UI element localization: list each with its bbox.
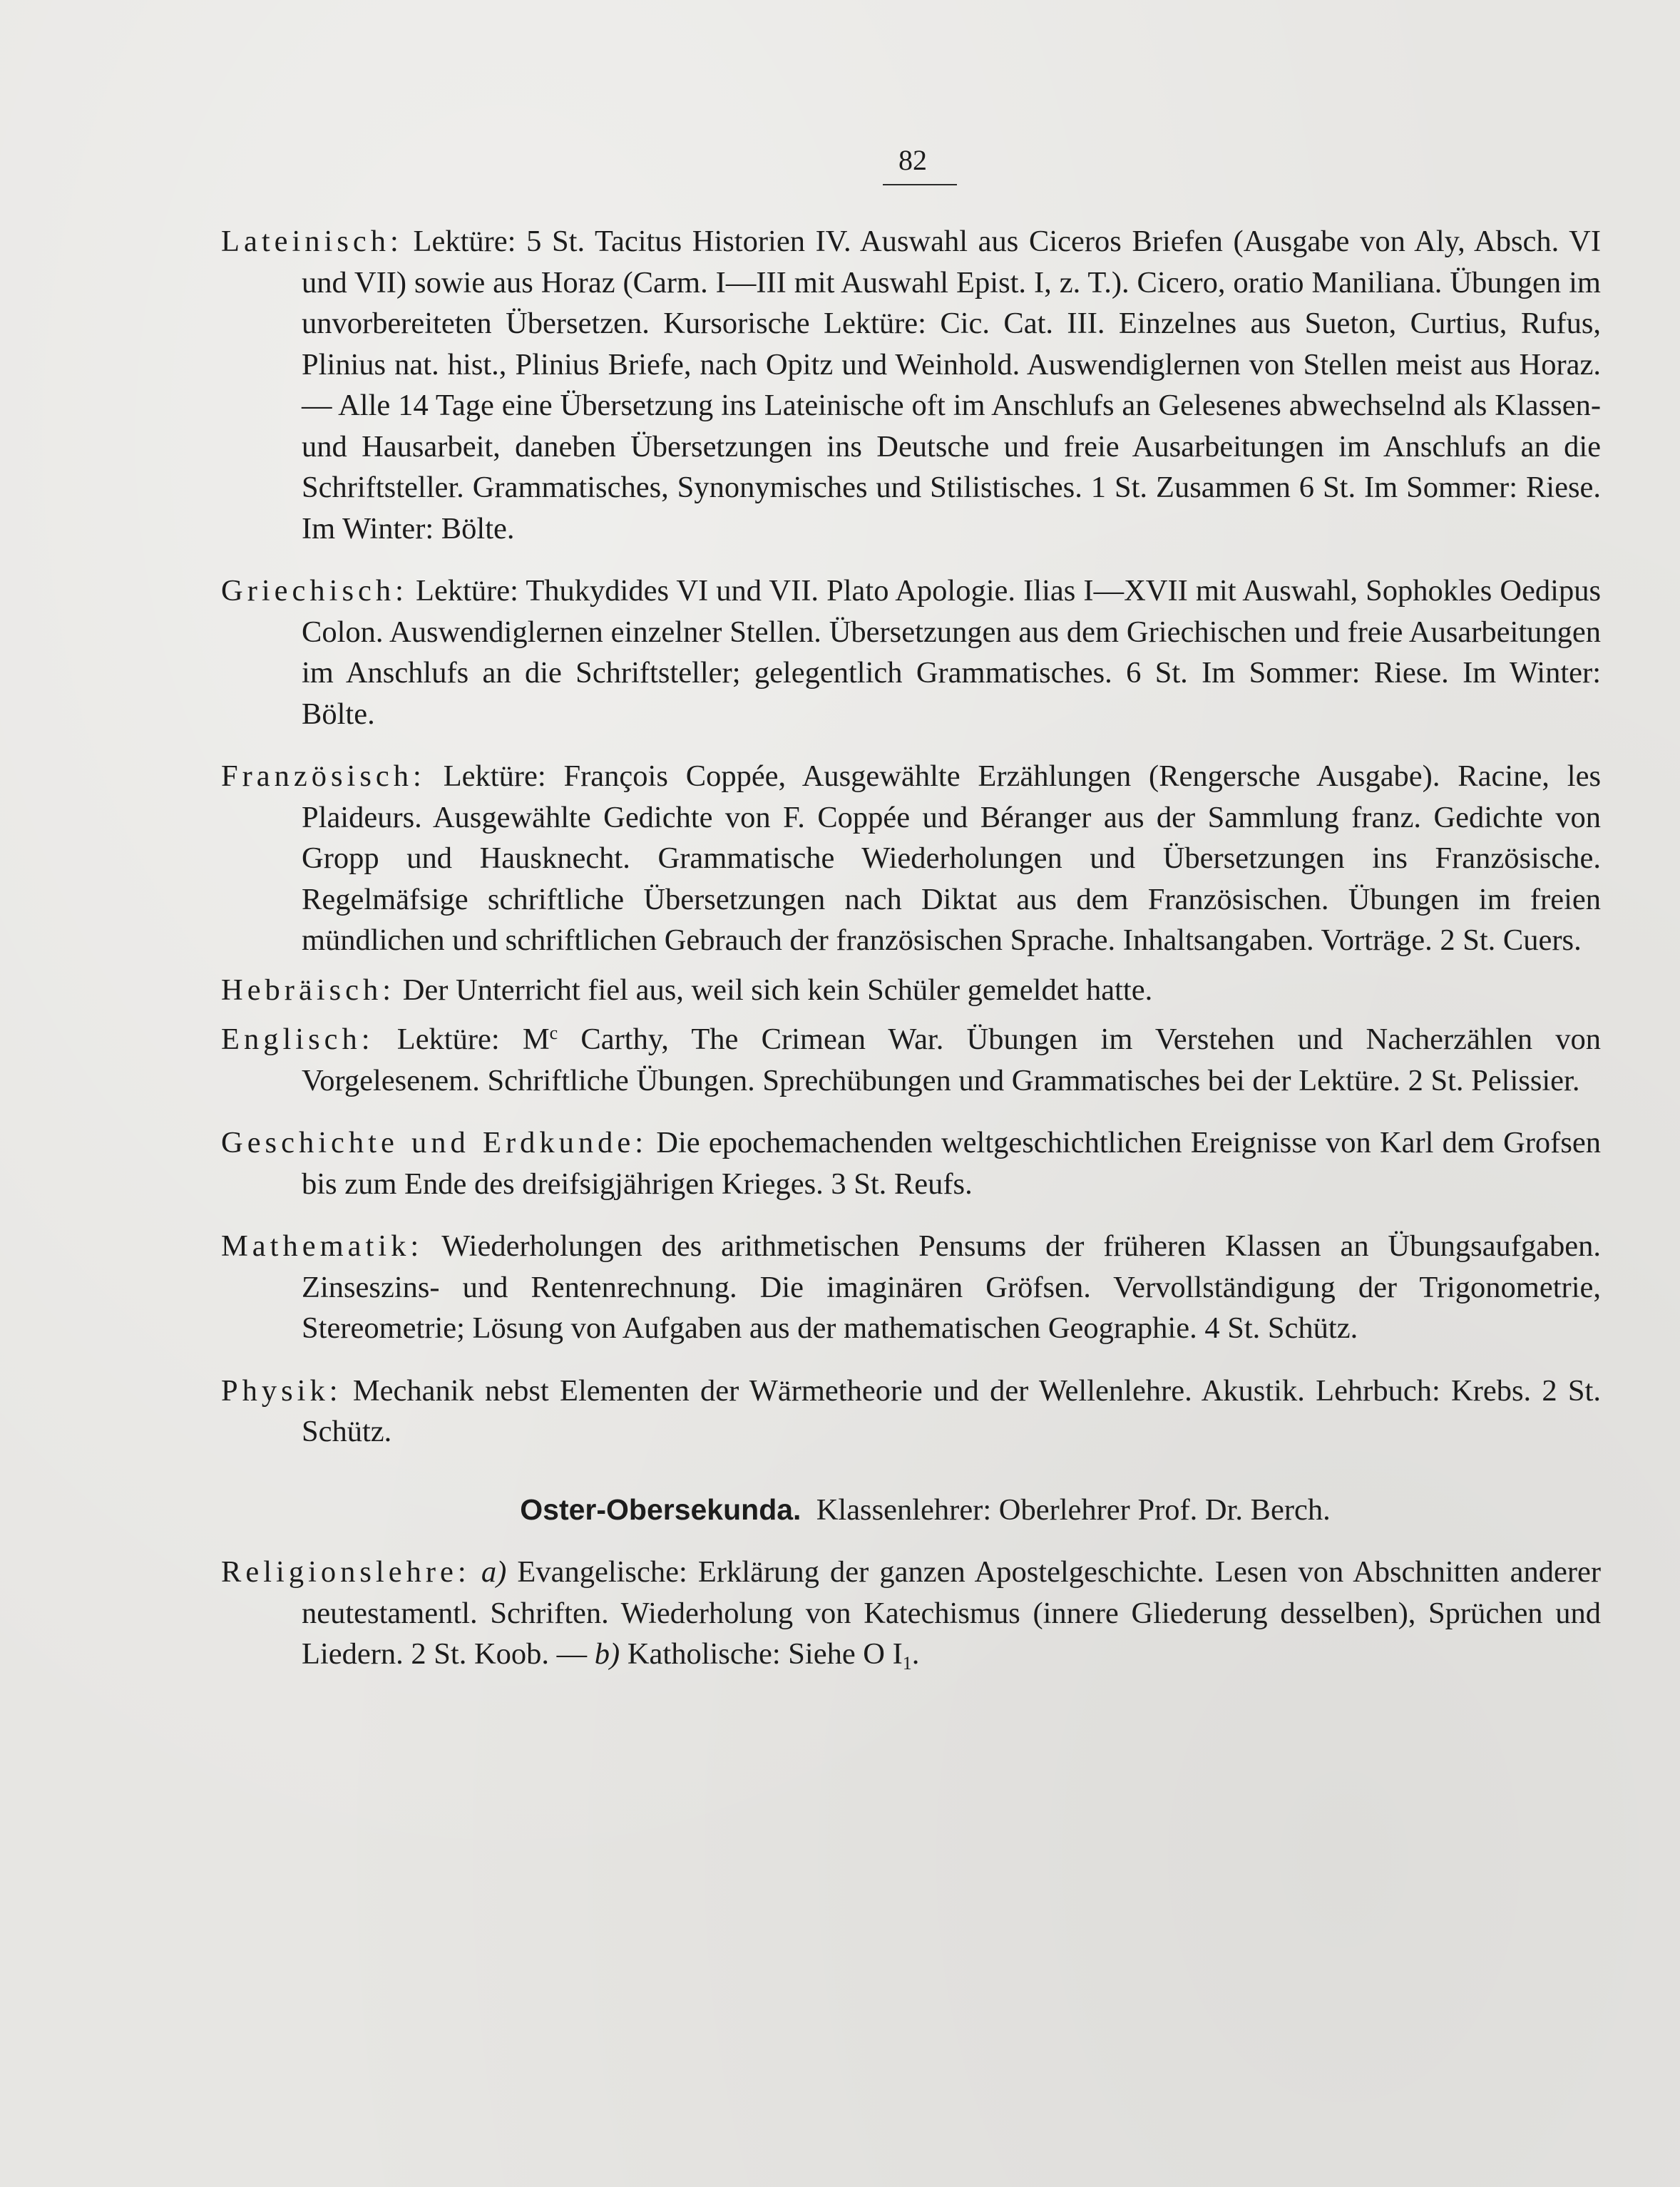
entry-griechisch <box>221 570 1601 734</box>
section-title: Oster-Obersekunda. <box>520 1492 801 1526</box>
entry-religionslehre <box>221 1552 1601 1675</box>
marker-b: b) <box>594 1637 620 1671</box>
marker-a: a) <box>481 1555 507 1589</box>
subject-label: Hebräisch: <box>221 973 396 1007</box>
entry-mathematik <box>221 1226 1601 1349</box>
subject-label: Französisch: <box>221 759 426 793</box>
entry-physik <box>221 1371 1601 1453</box>
entry-text: Der Unterricht fiel aus, weil sich kein Schüler gemeldet hatte. <box>402 973 1153 1007</box>
entry-geschichte-erdkunde <box>221 1122 1601 1204</box>
subject-label: Mathematik: <box>221 1229 424 1263</box>
section-heading <box>221 1490 1601 1531</box>
entry-text: Lektüre: 5 St. Tacitus Historien IV. Auswahl aus Ciceros Briefen (Ausgabe von Aly, Absch. VI und VII) sowie aus Horaz (Carm. I—III mit Auswahl Epist. I, z. T.). Cicero, oratio Maniliana. Übungen im unvorbereiteten Übersetzen. Kursorische Lektüre: Cic. Cat. III. Einzelnes aus Sueton, Curtius, Rufus, Plinius nat. hist., Plinius Briefe, nach Opitz und Weinhold. Auswendiglernen von Stellen meist aus Horaz. — Alle 14 Tage eine Übersetzung ins Lateinische oft im Anschlufs an Gelesenes abwechselnd als Klassen- und Hausarbeit, daneben Übersetzungen ins Deutsche und freie Ausarbeitungen im Anschlufs an die Schriftsteller. Grammatisches, Synonymisches und Stilistisches. 1 St. Zusammen 6 St. Im Sommer: Riese. Im Winter: Bölte. <box>302 225 1602 546</box>
entry-text: Wiederholungen des arithmetischen Pensums der früheren Klassen an Übungsaufgaben. Zinseszins- und Rentenrechnung. Die imaginären Gröfsen. Vervollständigung der Trigonometrie, Stereometrie; Lösung von Aufgaben aus der mathematischen Geographie. 4 St. Schütz. <box>302 1229 1602 1345</box>
entry-lateinisch <box>221 221 1601 549</box>
subject-label: Griechisch: <box>221 574 408 608</box>
entry-text: Lektüre: François Coppée, Ausgewählte Erzählungen (Rengersche Ausgabe). Racine, les Plaideurs. Ausgewählte Gedichte von F. Coppée und Béranger aus der Sammlung franz. Gedichte von Gropp und Hausknecht. Grammatische Wiederholungen und Übersetzungen ins Französische. Regelmäfsige schriftliche Übersetzungen nach Diktat aus dem Französischen. Übungen im freien mündlichen und schriftlichen Gebrauch der französischen Sprache. Inhaltsangaben. Vorträge. 2 St. Cuers. <box>302 759 1601 957</box>
entry-text: Die epochemachenden weltgeschichtlichen Ereignisse von Karl dem Grofsen bis zum Ende des dreifsigjährigen Krieges. 3 St. Reufs. <box>302 1126 1601 1201</box>
subject-label: Religionslehre: <box>221 1555 471 1589</box>
subject-label: Geschichte und Erdkunde: <box>221 1126 648 1159</box>
entry-text-start: Lektüre: M <box>396 1023 550 1056</box>
subject-label: Englisch: <box>221 1023 374 1056</box>
entry-text: Carthy, The Crimean War. Übungen im Verstehen und Nacherzählen von Vorgelesenem. Schriftliche Übungen. Sprechübungen und Grammatisches bei der Lektüre. 2 St. Pelissier. <box>302 1023 1602 1097</box>
entry-text-a: Evangelische: Erklärung der ganzen Apostelgeschichte. Lesen von Abschnitten anderer neutestamentl. Schriften. Wiederholung von Katechismus (innere Gliederung desselben), Sprüchen und Liedern. 2 St. Koob. — <box>302 1555 1602 1671</box>
superscript-c: c <box>549 1023 558 1043</box>
entry-text: Lektüre: Thukydides VI und VII. Plato Apologie. Ilias I—XVII mit Auswahl, Sophokles Oedipus Colon. Auswendiglernen einzelner Stellen. Übersetzungen aus dem Griechischen und freie Ausarbeitungen im Anschlufs an die Schriftsteller; gelegentlich Grammatisches. 6 St. Im Sommer: Riese. Im Winter: Bölte. <box>302 574 1601 731</box>
entry-hebraeisch <box>221 970 1601 1011</box>
entry-text-b: Katholische: Siehe O I <box>620 1637 903 1671</box>
entry-franzoesisch <box>221 756 1601 961</box>
entry-text-end: . <box>911 1637 920 1671</box>
entry-text: Mechanik nebst Elementen der Wärmetheorie und der Wellenlehre. Akustik. Lehrbuch: Krebs. 2 St. Schütz. <box>302 1373 1601 1448</box>
subject-label: Physik: <box>221 1373 342 1408</box>
entry-englisch <box>221 1019 1601 1101</box>
subscript-1: 1 <box>902 1653 912 1674</box>
page-number-underline <box>883 184 957 185</box>
page-number: 82 <box>898 144 927 176</box>
subject-label: Lateinisch: <box>221 225 403 258</box>
section-subtitle: Klassenlehrer: Oberlehrer Prof. Dr. Berch. <box>816 1492 1331 1527</box>
page-body <box>221 221 1601 1696</box>
